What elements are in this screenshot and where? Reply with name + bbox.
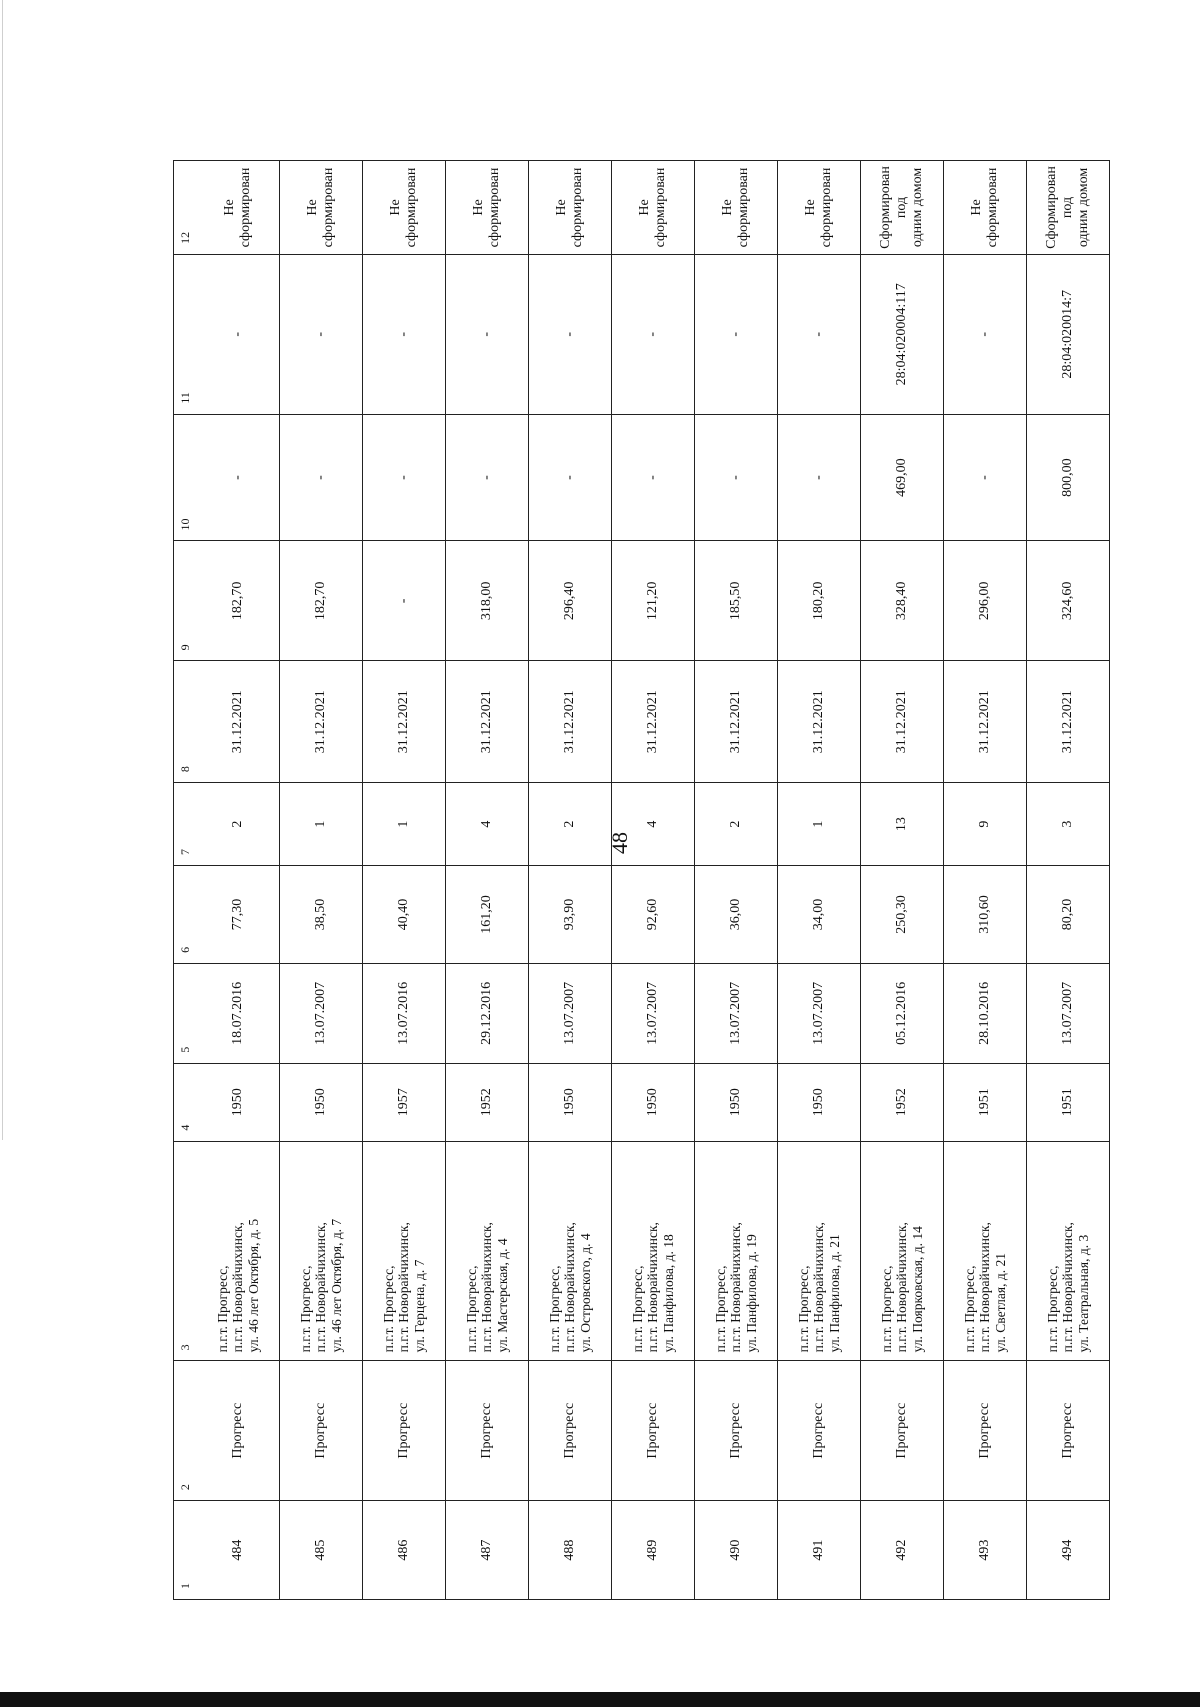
plot-area-cell: -: [197, 415, 279, 542]
table-row: [1026, 161, 1109, 1599]
cadastral-number-cell: -: [695, 255, 777, 415]
cadastral-number-cell: -: [446, 255, 528, 415]
year-cell: 1950: [695, 1064, 777, 1142]
count-cell: 2: [197, 783, 279, 866]
cadastral-number-cell: -: [944, 255, 1026, 415]
table-row: [528, 161, 611, 1599]
cadastral-number-cell: -: [778, 255, 860, 415]
value-cell: 324,60: [1027, 542, 1109, 662]
date-cell: 05.12.2016: [861, 964, 943, 1064]
locality-cell: Прогресс: [280, 1361, 362, 1501]
address-cell: п.г.т. Прогресс, п.г.т. Новорайчихинск, ул. Островского, д. 4: [529, 1142, 611, 1362]
plot-area-cell: -: [363, 415, 445, 542]
plot-area-cell: 469,00: [861, 415, 943, 542]
table-row: [197, 161, 279, 1599]
column-number: 11: [174, 255, 197, 415]
table-row: [694, 161, 777, 1599]
plot-area-cell: -: [778, 415, 860, 542]
column-number: 12: [174, 161, 197, 255]
deadline-cell: 31.12.2021: [778, 661, 860, 783]
value-cell: -: [363, 542, 445, 662]
year-cell: 1952: [861, 1064, 943, 1142]
plot-area-cell: -: [446, 415, 528, 542]
page-number: 48: [607, 832, 632, 854]
date-cell: 13.07.2007: [695, 964, 777, 1064]
area-cell: 34,00: [778, 866, 860, 964]
plot-area-cell: -: [612, 415, 694, 542]
locality-cell: Прогресс: [612, 1361, 694, 1501]
housing-table: [173, 160, 1110, 1600]
plot-area-cell: -: [280, 415, 362, 542]
row-number-cell: 493: [977, 1539, 993, 1561]
locality-cell: Прогресс: [861, 1361, 943, 1501]
value-cell: 328,40: [861, 542, 943, 662]
value-cell: 318,00: [446, 542, 528, 662]
locality-cell: Прогресс: [695, 1361, 777, 1501]
address-cell: п.г.т. Прогресс, п.г.т. Новорайчихинск, ул. Светлая, д. 21: [944, 1142, 1026, 1362]
date-cell: 13.07.2007: [280, 964, 362, 1064]
column-number: 6: [174, 866, 197, 964]
year-cell: 1951: [944, 1064, 1026, 1142]
column-number: 8: [174, 661, 197, 783]
locality-cell: Прогресс: [1027, 1361, 1109, 1501]
column-number: 5: [174, 964, 197, 1064]
year-cell: 1957: [363, 1064, 445, 1142]
deadline-cell: 31.12.2021: [695, 661, 777, 783]
scan-bottom-edge: [0, 1692, 1200, 1707]
count-cell: 13: [861, 783, 943, 866]
plot-status-cell: Не сформирован: [280, 161, 362, 255]
plot-status-cell: Сформирован под одним домом: [861, 161, 943, 255]
deadline-cell: 31.12.2021: [446, 661, 528, 783]
deadline-cell: 31.12.2021: [280, 661, 362, 783]
count-cell: 3: [1027, 783, 1109, 866]
address-cell: п.г.т. Прогресс, п.г.т. Новорайчихинск, ул. Поярковская, д. 14: [861, 1142, 943, 1362]
area-cell: 161,20: [446, 866, 528, 964]
row-number-cell: 488: [562, 1539, 578, 1561]
address-cell: п.г.т. Прогресс, п.г.т. Новорайчихинск, ул. Панфилова, д. 19: [695, 1142, 777, 1362]
locality-cell: Прогресс: [197, 1361, 279, 1501]
row-number-cell: 485: [313, 1539, 329, 1561]
table-row: [445, 161, 528, 1599]
count-cell: 1: [363, 783, 445, 866]
count-cell: 4: [612, 783, 694, 866]
area-cell: 310,60: [944, 866, 1026, 964]
cadastral-number-cell: -: [529, 255, 611, 415]
plot-area-cell: -: [695, 415, 777, 542]
cadastral-number-cell: -: [197, 255, 279, 415]
year-cell: 1950: [778, 1064, 860, 1142]
deadline-cell: 31.12.2021: [1027, 661, 1109, 783]
row-number-cell: 489: [645, 1539, 661, 1561]
date-cell: 28.10.2016: [944, 964, 1026, 1064]
year-cell: 1952: [446, 1064, 528, 1142]
table-body: [197, 161, 1109, 1599]
count-cell: 4: [446, 783, 528, 866]
value-cell: 296,40: [529, 542, 611, 662]
locality-cell: Прогресс: [944, 1361, 1026, 1501]
cadastral-number-cell: 28:04:020014:7: [1027, 255, 1109, 415]
date-cell: 13.07.2016: [363, 964, 445, 1064]
table-row: [611, 161, 694, 1599]
value-cell: 182,70: [280, 542, 362, 662]
cadastral-number-cell: -: [612, 255, 694, 415]
value-cell: 296,00: [944, 542, 1026, 662]
address-cell: п.г.т. Прогресс, п.г.т. Новорайчихинск, ул. Мастерская, д. 4: [446, 1142, 528, 1362]
date-cell: 13.07.2007: [778, 964, 860, 1064]
area-cell: 36,00: [695, 866, 777, 964]
plot-status-cell: Не сформирован: [446, 161, 528, 255]
deadline-cell: 31.12.2021: [612, 661, 694, 783]
year-cell: 1951: [1027, 1064, 1109, 1142]
plot-status-cell: Не сформирован: [612, 161, 694, 255]
locality-cell: Прогресс: [529, 1361, 611, 1501]
year-cell: 1950: [612, 1064, 694, 1142]
plot-status-cell: Не сформирован: [197, 161, 279, 255]
plot-status-cell: Не сформирован: [778, 161, 860, 255]
value-cell: 180,20: [778, 542, 860, 662]
deadline-cell: 31.12.2021: [197, 661, 279, 783]
value-cell: 182,70: [197, 542, 279, 662]
value-cell: 185,50: [695, 542, 777, 662]
area-cell: 80,20: [1027, 866, 1109, 964]
deadline-cell: 31.12.2021: [861, 661, 943, 783]
count-cell: 9: [944, 783, 1026, 866]
row-number-cell: 494: [1060, 1539, 1076, 1561]
table-row: [777, 161, 860, 1599]
count-cell: 2: [529, 783, 611, 866]
address-cell: п.г.т. Прогресс, п.г.т. Новорайчихинск, ул. Театральная, д. 3: [1027, 1142, 1109, 1362]
plot-status-cell: Не сформирован: [944, 161, 1026, 255]
locality-cell: Прогресс: [446, 1361, 528, 1501]
plot-area-cell: -: [529, 415, 611, 542]
column-number: 7: [174, 783, 197, 866]
plot-status-cell: Не сформирован: [363, 161, 445, 255]
area-cell: 250,30: [861, 866, 943, 964]
address-cell: п.г.т. Прогресс, п.г.т. Новорайчихинск, ул. 46 лет Октября, д. 7: [280, 1142, 362, 1362]
deadline-cell: 31.12.2021: [363, 661, 445, 783]
address-cell: п.г.т. Прогресс, п.г.т. Новорайчихинск, ул. Панфилова, д. 18: [612, 1142, 694, 1362]
page-edge-line: [2, 0, 3, 1140]
area-cell: 38,50: [280, 866, 362, 964]
column-number: 9: [174, 541, 197, 661]
plot-area-cell: -: [944, 415, 1026, 542]
count-cell: 1: [778, 783, 860, 866]
area-cell: 93,90: [529, 866, 611, 964]
address-cell: п.г.т. Прогресс, п.г.т. Новорайчихинск, ул. 46 лет Октября, д. 5: [197, 1142, 279, 1362]
plot-status-cell: Не сформирован: [529, 161, 611, 255]
column-number: 2: [174, 1361, 197, 1501]
row-number-cell: 487: [479, 1539, 495, 1561]
year-cell: 1950: [529, 1064, 611, 1142]
table-row: [860, 161, 943, 1599]
count-cell: 1: [280, 783, 362, 866]
year-cell: 1950: [197, 1064, 279, 1142]
table-row: [362, 161, 445, 1599]
table-row: [943, 161, 1026, 1599]
cadastral-number-cell: 28:04:020004:117: [861, 255, 943, 415]
locality-cell: Прогресс: [363, 1361, 445, 1501]
cadastral-number-cell: -: [280, 255, 362, 415]
plot-area-cell: 800,00: [1027, 415, 1109, 542]
year-cell: 1950: [280, 1064, 362, 1142]
plot-status-cell: Сформирован под одним домом: [1027, 161, 1109, 255]
row-number-cell: 490: [728, 1539, 744, 1561]
date-cell: 13.07.2007: [529, 964, 611, 1064]
date-cell: 13.07.2007: [612, 964, 694, 1064]
column-number: 4: [174, 1064, 197, 1142]
cadastral-number-cell: -: [363, 255, 445, 415]
column-number: 1: [178, 1583, 192, 1589]
count-cell: 2: [695, 783, 777, 866]
deadline-cell: 31.12.2021: [944, 661, 1026, 783]
date-cell: 29.12.2016: [446, 964, 528, 1064]
row-number-cell: 486: [396, 1539, 412, 1561]
value-cell: 121,20: [612, 542, 694, 662]
area-cell: 92,60: [612, 866, 694, 964]
date-cell: 13.07.2007: [1027, 964, 1109, 1064]
table-row: [279, 161, 362, 1599]
locality-cell: Прогресс: [778, 1361, 860, 1501]
address-cell: п.г.т. Прогресс, п.г.т. Новорайчихинск, ул. Панфилова, д. 21: [778, 1142, 860, 1362]
column-number: 10: [174, 415, 197, 542]
row-number-cell: 484: [230, 1539, 246, 1561]
row-number-cell: 492: [894, 1539, 910, 1561]
date-cell: 18.07.2016: [197, 964, 279, 1064]
address-cell: п.г.т. Прогресс, п.г.т. Новорайчихинск, ул. Герцена, д. 7: [363, 1142, 445, 1362]
area-cell: 77,30: [197, 866, 279, 964]
row-number-cell: 491: [811, 1539, 827, 1561]
plot-status-cell: Не сформирован: [695, 161, 777, 255]
column-number: 3: [174, 1142, 197, 1362]
deadline-cell: 31.12.2021: [529, 661, 611, 783]
area-cell: 40,40: [363, 866, 445, 964]
column-number-header: [174, 161, 197, 1599]
